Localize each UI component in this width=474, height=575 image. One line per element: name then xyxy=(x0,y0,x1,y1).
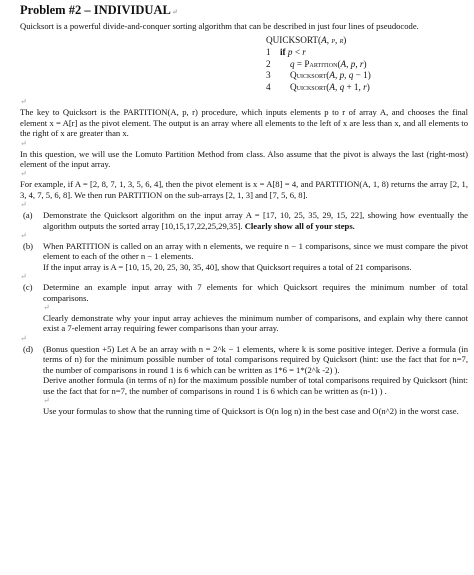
question-a-text: Demonstrate the Quicksort algorithm on the input array A = [17, 10, 25, 35, 29, 15, 22], showing how eventually the algorithm outputs the sorted array [10,15,17,22,25,29,35]. xyxy=(43,210,468,231)
pseudocode-line-3: 3 Quicksort(A, p, q − 1) xyxy=(266,70,371,81)
question-d: (d) (Bonus question +5) Let A be an array with n = 2^k − 1 elements, where k is some positive integer. Derive a formula (in terms of n) for the minimum possible number of total comparisons required by Quicksort (hint: use the fact that for n=7, the number of comparisons in round 1 is 6 which can be written as 1*6 = 1*(2^k -2) ). Derive another formula (in terms of n) for the maximum possible number of total comparisons required by Quicksort (hint: use the fact that for n=7, the number of comparisons in round 1 is 6 which can be written as (n-1) ) . ↵ Use your formulas to show that the running time of Quicksort is O(n log n) in the best case and O(n^2) in the worst case. xyxy=(23,343,468,416)
question-c-label: (c) xyxy=(23,282,33,293)
pseudocode-header: QUICKSORT( A , p , r ) xyxy=(266,35,347,46)
question-d-text-2: Derive another formula (in terms of n) for the maximum possible number of total comparisons required by Quicksort (hint: use the fact that for n=7, the number of comparisons in round 1 is 6 which can be written as (n-1) ) . xyxy=(43,375,468,396)
question-c-text-2: Clearly demonstrate why your input array achieves the minimum number of comparisons, and explain why there cannot exist a 7-element array requiring fewer comparisons than your array. xyxy=(43,313,468,334)
question-b xyxy=(23,241,468,272)
question-c-text-1: Determine an example input array with 7 elements for which Quicksort requires the minimum number of total comparisons. xyxy=(43,282,468,303)
question-a-label: (a) xyxy=(23,210,33,221)
pseudocode-block xyxy=(266,35,468,93)
key-paragraph: The key to Quicksort is the PARTITION(A, p, r) procedure, which inputs elements p to r of array A, and chooses the final element x = A[r] as the pivot element. The output is an array where all elements to the left of x are less than x, and all elements to the right of x are greater than x. xyxy=(20,107,468,139)
question-c: (c) Determine an example input array with 7 elements for which Quicksort requires the minimum number of total comparisons. ↵ Clearly demonstrate why your input array achieves the minimum number of comparisons, and explain why there cannot exist a 7-element array requiring fewer comparisons than your array. xyxy=(23,282,468,334)
question-d-text-1: (Bonus question +5) Let A be an array with n = 2^k − 1 elements, where k is some positive integer. Derive a formula (in terms of n) for the minimum possible number of total comparisons required by Quicksort (hint: use the fact that for n=7, the number of comparisons in round 1 is 6 which can be written as 1*6 = 1*(2^k -2) ). xyxy=(43,343,468,375)
document-page: Problem #2 – INDIVIDUAL↵ Quicksort is a powerful divide-and-conquer sorting algorithm that can be described in just four lines of pseudocode. QUICKSORT( A , p , r ) 1 if p < r 2 q = Partition(A, p, r) 3 Quicksort(A, p, q − 1) 4 Quicksort(A, q + 1, r) ↵ The key to Quicksort is the PARTITION(A, p, r) procedure, which inputs elements p to r of array A, and chooses the final element x = A[r] as the pivot element. The output is an array where all elements to the left of x are less than x, and all elements to the right of x are greater than x. ↵ In this question, we will use the Lomuto Partition Method from class. Also assume that the pivot is always the last (right-most) element of the input array. ↵ For example, if A = [2, 8, 7, 1, 3, 5, 6, 4], then the pivot element is x = A[8] = 4, and PARTITION(A, 1, 8) returns the array [2, 1, 3, 4, 7, 5, 6, 8]. We then run PARTITION on the sub-arrays [2, 1, 3] and [7, 5, 6, 8]. ↵ (a) Demonstrate the Quicksort algorithm on the input array A = [17, 10, 25, 35, 29, 15, 22], showing how eventually the algorithm outputs the sorted array [10,15,17,22,25,29,35]. Clearly show all of your steps. ↵ (b) When PARTITION is called on an array with n elements, we require n − 1 comparisons, since we must compare the pivot element to each of the other n − 1 elements. If the input array is A = [10, 15, 20, 25, 30, 35, 40], show that Quicksort requires a total of 21 comparisons. ↵ (c) Determine an example input array with 7 elements for which Quicksort requires the minimum number of total comparisons. ↵ Clearly demonstrate why your input array achieves the minimum number of comparisons, and explain why there cannot exist a 7-element array requiring fewer comparisons than your array. ↵ (d) (Bonus question +5) Let A be an array with n = 2^k − 1 elements, where k is some positive integer. Derive a formula (in terms of n) for the minimum possible number of total comparisons required by Quicksort (hint: use the fact that for n=7, the number of comparisons in round 1 is 6 which can be written as 1*6 = 1*(2^k -2) ). Derive another formula (in terms of n) for the maximum possible number of total comparisons required by Quicksort (hint: use the fact that for n=7, the number of comparisons in round 1 is 6 which can be written as (n-1) ) . ↵ Use your formulas to show that the running time of Quicksort is O(n log n) in the best case and O(n^2) in the worst case. xyxy=(20,3,468,416)
lomuto-paragraph: In this question, we will use the Lomuto Partition Method from class. Also assume that the pivot is always the last (right-most) element of the input array. xyxy=(20,148,468,169)
pseudocode-line-4: 4 Quicksort(A, q + 1, r) xyxy=(266,81,370,92)
pseudocode-line-2: 2 q = Partition(A, p, r) xyxy=(266,58,367,69)
intro-paragraph: Quicksort is a powerful divide-and-conquer sorting algorithm that can be described in just four lines of pseudocode. xyxy=(20,21,419,31)
question-a xyxy=(23,210,468,231)
question-d-label: (d) xyxy=(23,343,34,354)
question-d-text-3: Use your formulas to show that the running time of Quicksort is O(n log n) in the best case and O(n^2) in the worst case. xyxy=(43,405,459,416)
problem-title: Problem #2 – INDIVIDUAL↵ xyxy=(20,3,178,17)
pseudocode-line-1: 1 if p < r xyxy=(266,47,306,57)
question-a-bold: Clearly show all of your steps. xyxy=(244,220,355,231)
question-b-text-2: If the input array is A = [10, 15, 20, 25, 30, 35, 40], show that Quicksort requires a total of 21 comparisons. xyxy=(43,261,412,272)
question-b-label: (b) xyxy=(23,241,34,252)
example-paragraph: For example, if A = [2, 8, 7, 1, 3, 5, 6, 4], then the pivot element is x = A[8] = 4, and PARTITION(A, 1, 8) returns the array [2, 1, 3, 4, 7, 5, 6, 8]. We then run PARTITION on the sub-arrays [2, 1, 3] and [7, 5, 6, 8]. xyxy=(20,179,468,200)
question-b-text-1: When PARTITION is called on an array with n elements, we require n − 1 comparisons, since we must compare the pivot element to each of the other n − 1 elements. xyxy=(43,241,468,262)
